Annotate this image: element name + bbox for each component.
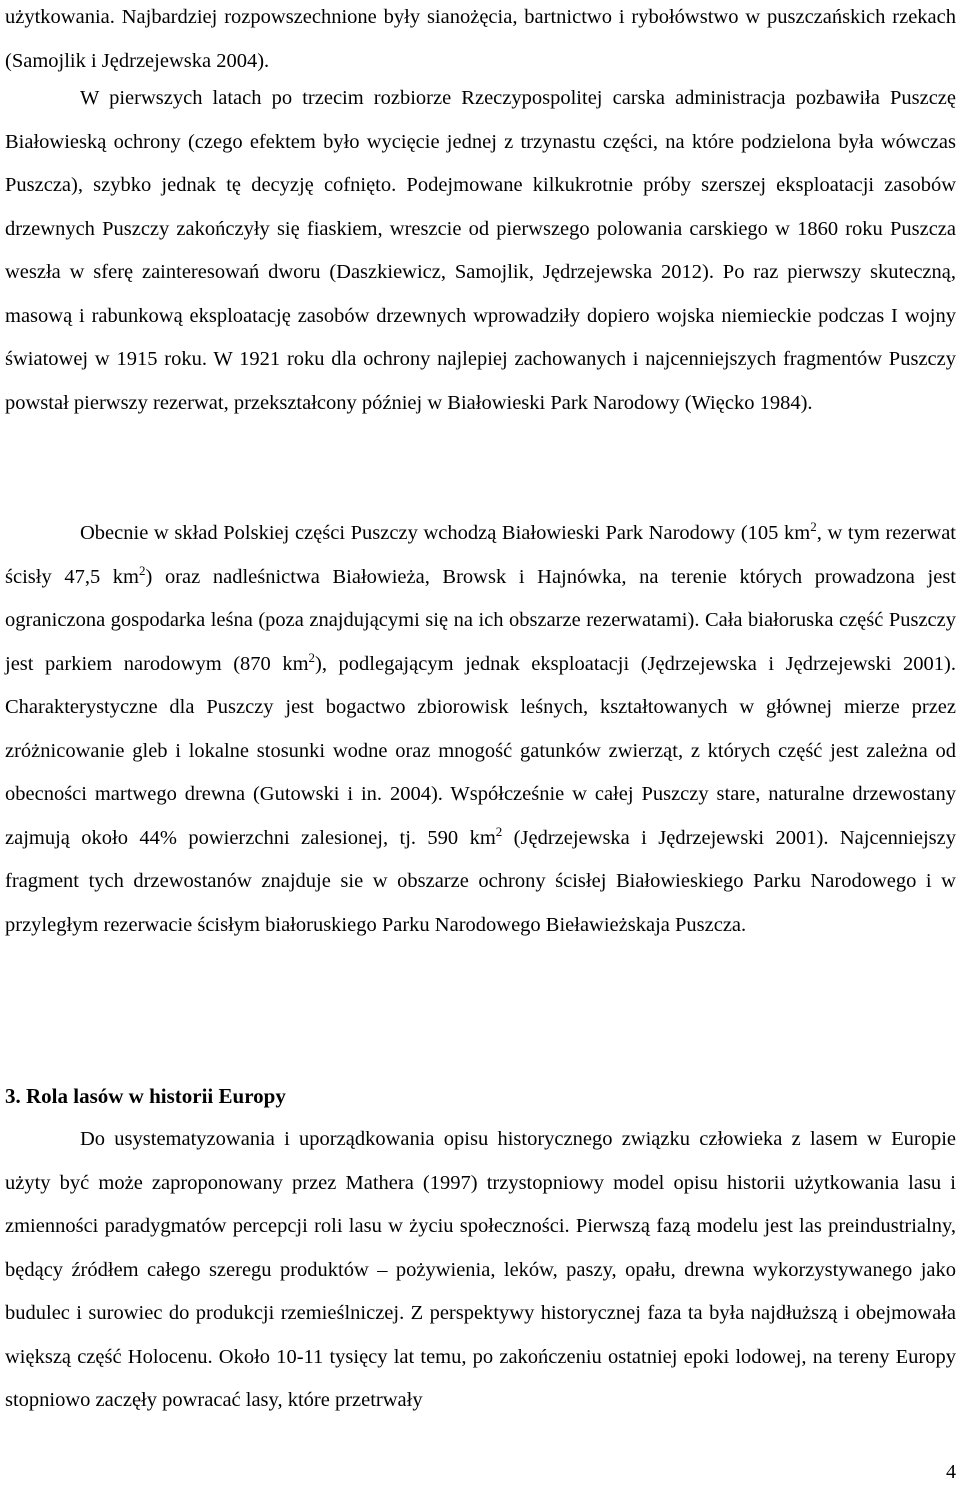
superscript-3: 2 [308, 649, 316, 665]
paragraph-3-part-3: ) oraz nadleśnictwa Białowieża, Browsk i Hajnówka, na terenie których prowadzona jest ograniczona gospodarka leśna (poza znajdującymi się na ich obszarze rezerwatami). Cała białoruska część Puszczy jest parkiem narodowym (870 km [5, 565, 956, 675]
paragraph-1: użytkowania. Najbardziej rozpowszechnione były sianożęcia, bartnictwo i rybołówstwo w puszczańskich rzekach (Samojlik i Jędrzejewska 2004). [5, 6, 956, 72]
page-number: 4 [946, 1461, 956, 1483]
superscript-1: 2 [810, 519, 817, 534]
paragraph-3-part-1: Obecnie w skład Polskiej części Puszczy wchodzą Białowieski Park Narodowy (105 km [80, 522, 811, 544]
section-paragraph: Do usystematyzowania i uporządkowania opisu historycznego związku człowieka z lasem w Europie użyty być może zaproponowany przez Mathera (1997) trzystopniowy model opisu historii użytkowania lasu i zmienności paradygmatów percepcji roli lasu w życiu społeczności. Pierwszą fazą modelu jest las preindustrialny, będący źródłem całego szeregu produktów – pożywienia, leków, paszy, opału, drewna wykorzystywanego jako budulec i surowiec do produkcji rzemieślniczej. Z perspektywy historycznej faza ta była najdłuższą i obejmowała większą część Holocenu. Około 10-11 tysięcy lat temu, po zakończeniu ostatniej epoki lodowej, na tereny Europy stopniowo zaczęły powracać lasy, które przetrwały [5, 1128, 956, 1411]
paragraph-3-part-5: (Jędrzejewska i Jędrzejewski 2001). Najcenniejszy fragment tych drzewostanów znajduje sie w obszarze ochrony ścisłej Białowieskiego Parku Narodowego i w przyległym rezerwacie ścisłym białoruskiego Parku Narodowego Bieławieżskaja Puszcza. [5, 826, 956, 936]
superscript-2: 2 [139, 562, 146, 578]
paragraph-2: W pierwszych latach po trzecim rozbiorze Rzeczypospolitej carska administracja pozbawiła Puszczę Białowieską ochrony (czego efektem było wycięcie jednej z trzynastu części, na które podzielona była wówczas Puszcza), szybko jednak tę decyzję cofnięto. Podejmowane kilkukrotnie próby szerszej eksploatacji zasobów drzewnych Puszczy zakończyły się fiaskiem, wreszcie od pierwszego polowania carskiego w 1860 roku Puszcza weszła w sferę zainteresowań dworu (Daszkiewicz, Samojlik, Jędrzejewska 2012). Po raz pierwszy skuteczną, masową i rabunkową eksploatację zasobów drzewnych wprowadziły dopiero wojska niemieckie podczas I wojny światowej w 1915 roku. W 1921 roku dla ochrony najlepiej zachowanych i najcenniejszych fragmentów Puszczy powstał pierwszy rezerwat, przekształcony później w Białowieski Park Narodowy (Więcko 1984). [5, 87, 956, 414]
section-heading: 3. Rola lasów w historii Europy [5, 1084, 286, 1108]
paragraph-3 [5, 512, 956, 947]
paragraph-3-part-2: , w tym rezerwat ścisły 47,5 km [5, 522, 956, 588]
paragraph-3-part-4: ), podlegającym jednak eksploatacji (Jędrzejewska i Jędrzejewski 2001). Charakterystyczne dla Puszczy jest bogactwo zbiorowisk leśnych, kształtowanych w głównej mierze przez zróżnicowanie gleb i lokalne stosunki wodne oraz mnogość gatunków zwierząt, z których część jest zależna od obecności martwego drewna (Gutowski i in. 2004). Współcześnie w całej Puszczy stare, naturalne drzewostany zajmują około 44% powierzchni zalesionej, tj. 590 km [5, 652, 956, 849]
superscript-4: 2 [495, 823, 503, 839]
